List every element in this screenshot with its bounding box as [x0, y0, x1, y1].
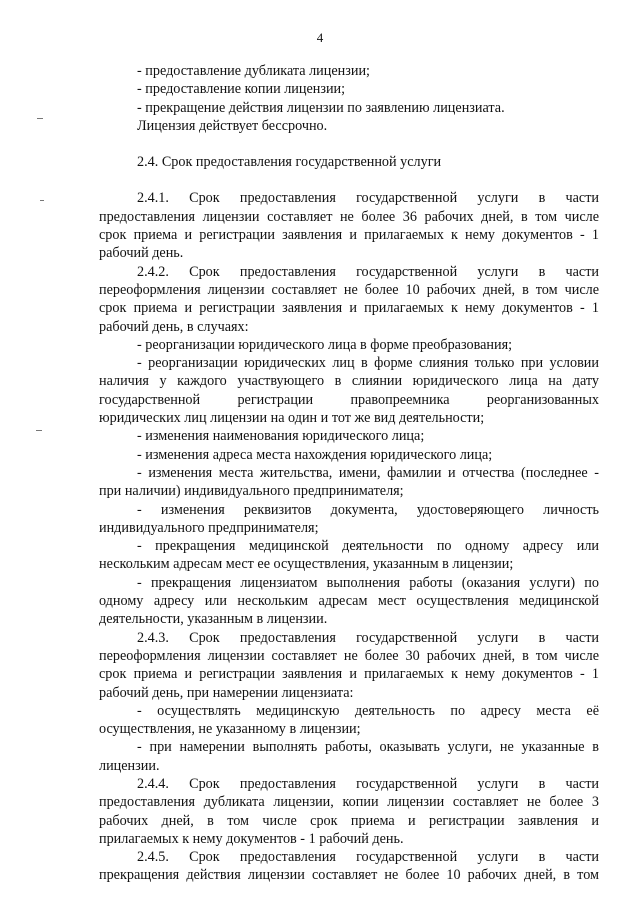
text-line: нескольким адресам мест ее осуществления, указанным в лицензии;: [99, 556, 514, 573]
text-line: лицензии.: [99, 757, 160, 774]
text-line: переоформления лицензии составляет не более 30 рабочих дней, в том числе: [99, 647, 599, 664]
text-line: - реорганизации юридического лица в форме преобразования;: [137, 336, 513, 353]
paragraph-gap: [99, 171, 599, 189]
text-line: срок приема и регистрации заявления и прилагаемых к нему документов - 1: [99, 300, 599, 317]
document-body: [99, 62, 599, 885]
text-line: индивидуального предпринимателя;: [99, 519, 319, 536]
text-line: - прекращения лицензиатом выполнения работы (оказания услуги) по: [137, 574, 599, 591]
text-line: переоформления лицензии составляет не более 10 рабочих дней, в том числе: [99, 281, 599, 298]
text-line: - изменения наименования юридического лица;: [137, 428, 425, 445]
text-line: 2.4.2. Срок предоставления государственной услуги в части: [137, 263, 599, 280]
text-line: - изменения места жительства, имени, фамилии и отчества (последнее -: [137, 464, 599, 481]
text-line: - реорганизации юридических лиц в форме слияния только при условии: [137, 355, 599, 372]
text-line: одному адресу или нескольким адресам мест осуществления медицинской: [99, 593, 599, 610]
text-line: 2.4. Срок предоставления государственной услуги: [137, 154, 442, 171]
text-line: - предоставление дубликата лицензии;: [137, 63, 370, 79]
text-line: предоставления дубликата лицензии, копии лицензии составляет не более 3: [99, 794, 599, 811]
text-line: - прекращения медицинской деятельности по одному адресу или: [137, 538, 599, 555]
text-line: прекращения действия лицензии составляет не более 10 рабочих дней, в том: [99, 867, 599, 884]
text-line: 2.4.3. Срок предоставления государственной услуги в части: [137, 629, 599, 646]
text-line: государственной регистрации правопреемника реорганизованных: [99, 391, 599, 408]
scan-mark: [40, 200, 44, 201]
text-line: при наличии) индивидуального предпринимателя;: [99, 483, 404, 500]
text-line: срок приема и регистрации заявления и прилагаемых к нему документов - 1: [99, 227, 599, 244]
paragraph-gap: [99, 135, 599, 153]
text-line: срок приема и регистрации заявления и прилагаемых к нему документов - 1: [99, 666, 599, 683]
text-line: предоставления лицензии составляет не более 36 рабочих дней, в том числе: [99, 208, 599, 225]
text-line: осуществления, не указанному в лицензии;: [99, 721, 361, 738]
text-line: рабочих дней, в том числе срок приема и регистрации заявления и: [99, 812, 599, 829]
scan-mark: [37, 118, 43, 119]
page-number: 4: [316, 30, 324, 45]
text-line: - изменения реквизитов документа, удостоверяющего личность: [137, 501, 599, 518]
text-line: прилагаемых к нему документов - 1 рабочий день.: [99, 830, 404, 847]
text-line: рабочий день.: [99, 245, 184, 262]
text-line: 2.4.1. Срок предоставления государственной услуги в части: [137, 190, 599, 207]
text-line: деятельности, указанным в лицензии.: [99, 611, 328, 628]
text-line: наличия у каждого участвующего в слиянии юридического лица на дату: [99, 373, 599, 390]
text-line: 2.4.4. Срок предоставления государственной услуги в части: [137, 775, 599, 792]
text-line: - осуществлять медицинскую деятельность по адресу места её: [137, 702, 599, 719]
text-line: - изменения адреса места нахождения юридического лица;: [137, 446, 493, 463]
text-line: - прекращение действия лицензии по заявлению лицензиата.: [137, 99, 505, 116]
text-line: рабочий день, в случаях:: [99, 318, 249, 335]
text-line: рабочий день, при намерении лицензиата:: [99, 684, 354, 701]
text-line: 2.4.5. Срок предоставления государственной услуги в части: [137, 849, 599, 866]
text-line: юридических лиц лицензии на один и тот же вид деятельности;: [99, 410, 485, 427]
scan-mark: [36, 430, 42, 431]
text-line: - при намерении выполнять работы, оказывать услуги, не указанные в: [137, 739, 599, 756]
text-line: Лицензия действует бессрочно.: [137, 117, 328, 134]
text-line: - предоставление копии лицензии;: [137, 81, 346, 98]
